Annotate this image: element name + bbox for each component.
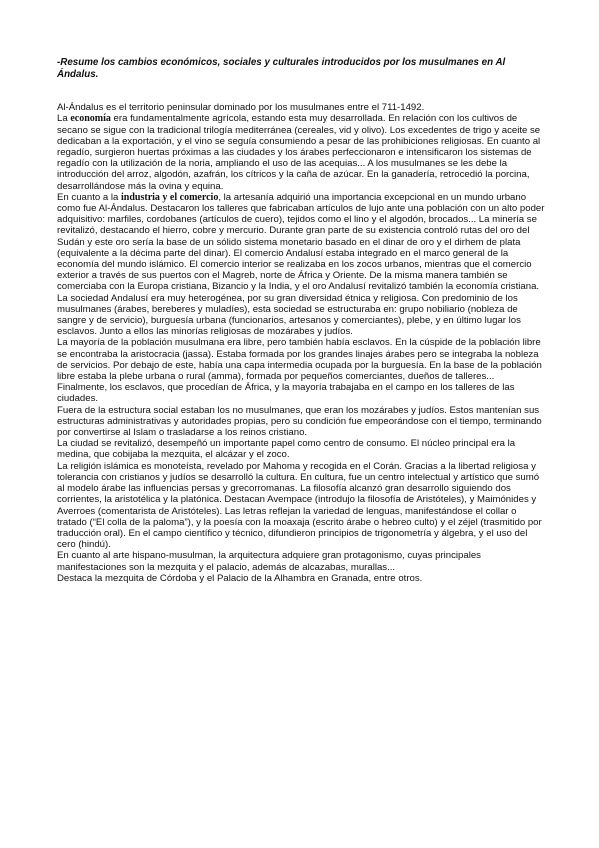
paragraph-economy-pre: La [57, 113, 71, 125]
paragraph-highlights: Destaca la mezquita de Córdoba y el Palacio de la Alhambra en Granada, entre otros. [57, 572, 423, 584]
paragraph-economy-body: era fundamentalmente agrícola, estando esta muy desarrollada. En relación con los cultivos de secano se sigue con la tradicional trilogía mediterránea (cereales, vid y olivo). Los excedentes de trigo y aceite se dedicaban a la exportación, y el vino se seguía consumiendo a pesar de las prohibiciones religiosas. En cuanto al regadío, surgieron huertas próximas a las ciudades y los árabes perfeccionaron e intensificaron los sistemas de regadío con la utilización de la noria, ampliando el uso de las acequias... A los musulmanes se les debe la introducción del arroz, algodón, azafrán, los cítricos y la caña de azúcar. En la ganadería, retrocedió la porcina, desarrollándose más la ovina y equina. [57, 113, 541, 192]
paragraph-society: La sociedad Andalusí era muy heterogénea, por su gran diversidad étnica y religiosa. Con predominio de los musulmanes (árabes, bereberes y muladíes), esta sociedad se estructuraba en: grupo nobiliario (nobleza de sangre y de servicio), burguesía urbana (funcionarios, artesanos y comerciantes), plebe, y en último lugar los esclavos. Junto a ellos las minorías religiosas de mozárabes y judíos. [57, 292, 521, 338]
paragraph-population: La mayoría de la población musulmana era libre, pero también había esclavos. En la cúspide de la población libre se encontraba la aristocracia (jassa). Estaba formada por los grandes linajes árabes pero se integraba la nobleza de servicios. Por debajo de este, había una capa intermedia ocupada por la burguesía. En la base de la población libre estaba la plebe urbana o rural (amma), formada por pequeños comerciantes, dueños de talleres... Finalmente, los esclavos, que procedían de África, y la mayoría trabajaba en el campo en los talleres de las ciudades. [57, 337, 542, 405]
paragraph-economy-emphasis: economía [70, 113, 111, 125]
document-title: -Resume los cambios económicos, sociales y culturales introducidos por los musulmanes en Al Ándalus. [57, 57, 506, 80]
paragraph-art: En cuanto al arte hispano-musulman, la arquitectura adquiere gran protagonismo, cuyas principales manifestaciones son la mezquita y el palacio, además de alcazabas, murallas... [57, 550, 481, 573]
paragraph-industry [57, 192, 545, 293]
paragraph-intro: Al-Ándalus es el territorio peninsular dominado por los musulmanes entre el 711-1492. [57, 102, 425, 114]
paragraph-industry-body: , la artesanía adquirió una importancia excepcional en un mundo urbano como fue Al-Ándalus. Destacaron los talleres que fabricaban artículos de lujo ante una población con un alto poder adquisitivo: marfiles, cordobanes (artículos de cuero), tejidos como el lino y el algodón, brocados... La minería se revitalizó, destacando el hierro, cobre y mercurio. Durante gran parte de su existencia controló rutas del oro del Sudán y este oro sería la base de un sólido sistema monetario basado en el dinar de oro y el dirhem de plata (equivalente a la décima parte del dinar). El comercio Andalusí estaba integrado en el marco general de la economía del mundo islámico. El comercio interior se realizaba en los zocos urbanos, mientras que el comercio exterior a través de sus puertos con el Magreb, norte de África y Oriente. De la misma manera también se comerciaba con la Europa cristiana, Bizancio y la India, y el oro Andalusí revitalizó también la economía cristiana. [57, 191, 545, 293]
paragraph-industry-pre: En cuanto a la [57, 191, 122, 203]
paragraph-economy [57, 113, 545, 191]
paragraph-industry-emphasis: industria y el comercio [121, 191, 219, 203]
paragraph-non-muslims: Fuera de la estructura social estaban los no musulmanes, que eran los mozárabes y judíos. Estos mantenían sus estructuras administrativas y autoridades propias, pero su condición fue empeorándose con el tiempo, terminando por convertirse al Islam o trasladarse a los reinos cristiano. [57, 404, 542, 439]
paragraph-city: La ciudad se revitalizó, desempeñó un importante papel como centro de consumo. El núcleo principal era la medina, que cobijaba la mezquita, el alcázar y el zoco. [57, 438, 516, 461]
document-page [57, 57, 545, 584]
paragraph-religion-culture: La religión islámica es monoteísta, revelado por Mahoma y recogida en el Corán. Gracias a la libertad religiosa y tolerancia con cristianos y judíos se desarrolló la cultura. En cultura, fue un centro intelectual y artístico que sumó al modelo árabe las influencias persas y grecorromanas. La filosofía alcanzó gran desarrollo siguiendo dos corrientes, la aristotélica y la platónica. Destacan Avempace (introdujo la filosofía de Aristóteles), y Maimónides y Averroes (comentarista de Aristóteles). Las letras reflejan la variedad de lenguas, manifestándose el collar o tratado (“El colla de la paloma”), y la poesía con la moaxaja (escrito árabe o hebreo culto) y el zéjel (trasmitido por traducción oral). En el campo científico y técnico, difundieron principios de trigonometría y álgebra, y el uso del cero (hindú). [57, 460, 542, 551]
